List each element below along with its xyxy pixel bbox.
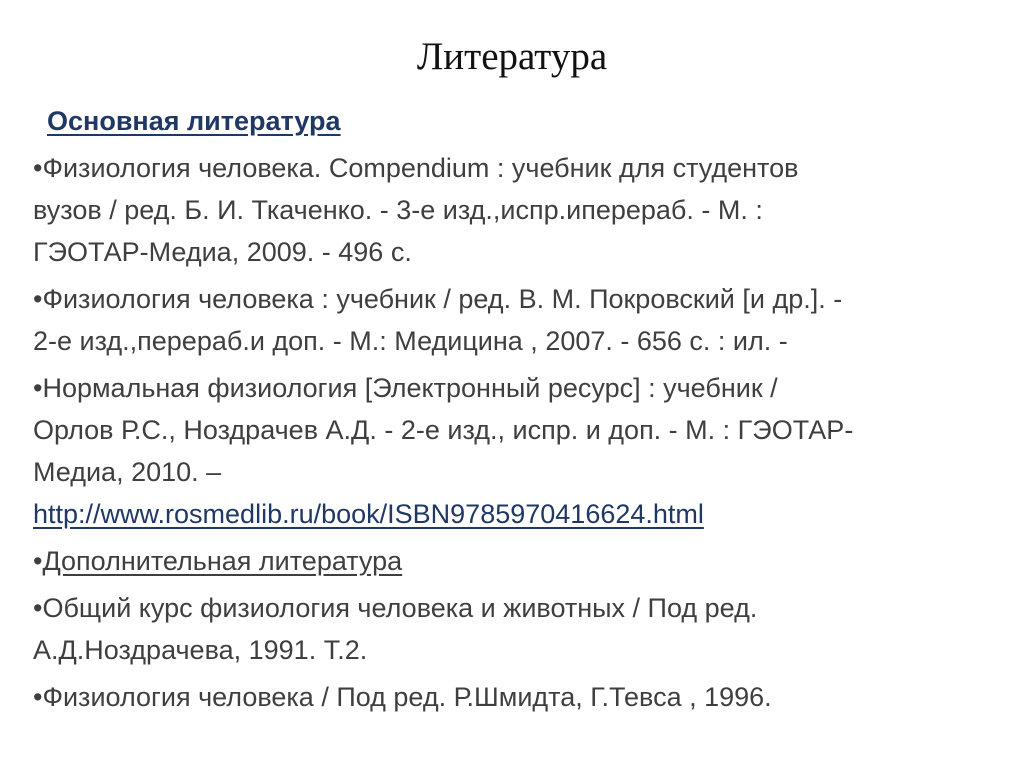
reference-item-1 xyxy=(33,147,1001,273)
reference-text: Медиа, 2010. – xyxy=(33,457,222,487)
bullet: • xyxy=(33,153,43,183)
reference-text: ГЭОТАР-Медиа, 2009. - 496 с. xyxy=(33,237,412,267)
reference-item-5 xyxy=(33,676,1001,718)
reference-text: Орлов Р.С., Ноздрачев А.Д. - 2-е изд., испр. и доп. - М. : ГЭОТАР- xyxy=(33,415,854,445)
additional-literature-heading-item xyxy=(33,540,1001,582)
reference-text: Физиология человека. Compendium : учебник для студентов xyxy=(42,153,799,183)
rosmedlib-link[interactable]: http://www.rosmedlib.ru/book/ISBN9785970416624.html xyxy=(33,499,704,529)
reference-item-4 xyxy=(33,587,1001,671)
bullet: • xyxy=(33,373,43,403)
reference-text: Нормальная физиология [Электронный ресурс] : учебник / xyxy=(42,373,778,403)
reference-text: Физиология человека : учебник / ред. В. М. Покровский [и др.]. - xyxy=(42,284,843,314)
bullet: • xyxy=(33,284,43,314)
additional-literature-heading: Дополнительная литература xyxy=(42,546,403,576)
bullet: • xyxy=(33,593,43,623)
reference-text: 2-е изд.,перераб.и доп. - М.: Медицина , 2007. - 656 с. : ил. - xyxy=(33,326,788,356)
reference-text: вузов / ред. Б. И. Ткаченко. - 3-е изд.,испр.ипереpаб. - М. : xyxy=(33,195,763,225)
references-content xyxy=(33,100,1001,723)
bullet: • xyxy=(33,682,43,712)
reference-item-2 xyxy=(33,278,1001,362)
main-literature-heading: Основная литература xyxy=(47,106,341,136)
reference-text: А.Д.Ноздрачева, 1991. Т.2. xyxy=(33,635,368,665)
reference-text: Общий курс физиология человека и животных / Под ред. xyxy=(42,593,758,623)
reference-text: Физиология человека / Под ред. Р.Шмидта, Г.Тевса , 1996. xyxy=(42,682,772,712)
slide-title: Литература xyxy=(416,35,608,78)
reference-item-3 xyxy=(33,367,1001,535)
bullet: • xyxy=(33,546,43,576)
